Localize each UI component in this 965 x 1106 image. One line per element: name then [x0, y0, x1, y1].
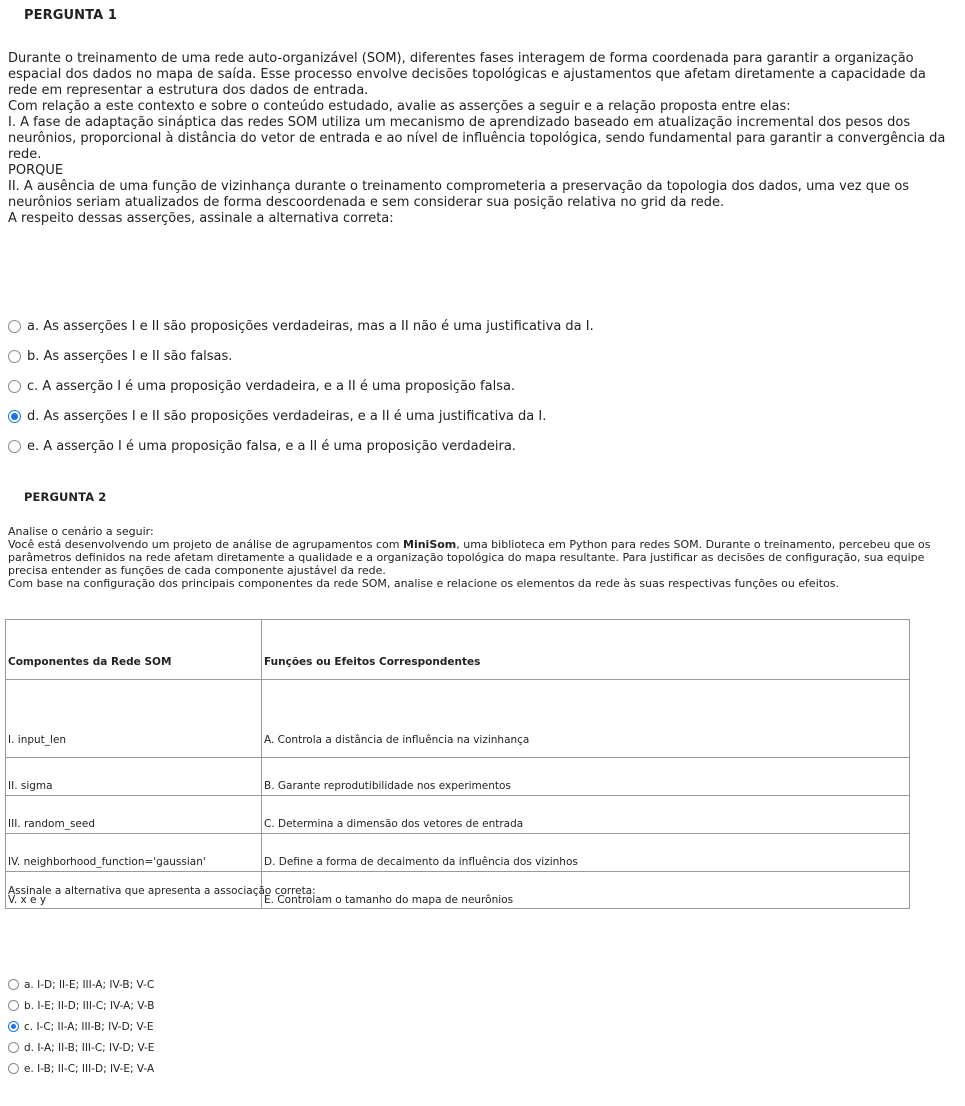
radio-unchecked-icon[interactable] — [8, 440, 21, 453]
table-cell-function: D. Define a forma de decaimento da influência dos vizinhos — [262, 834, 910, 872]
question-2-statement — [8, 525, 958, 590]
q2-option-a-label[interactable]: a. I-D; II-E; III-A; IV-B; V-C — [24, 978, 155, 991]
table-cell-function: B. Garante reprodutibilidade nos experimentos — [262, 758, 910, 796]
q1-option-d-label[interactable]: d. As asserções I e II são proposições verdadeiras, e a II é uma justificativa da I. — [27, 408, 547, 424]
q2-option-c-label[interactable]: c. I-C; II-A; III-B; IV-D; V-E — [24, 1020, 154, 1033]
table-cell-component: V. x e y — [6, 872, 262, 909]
table-header-row — [6, 620, 910, 680]
statement-question: A respeito dessas asserções, assinale a alternativa correta: — [8, 211, 394, 226]
assertion-ii: II. A ausência de uma função de vizinhança durante o treinamento comprometeria a preservação da topologia dos dados, uma vez que os neurônios seriam atualizados de forma descoordenada e sem considerar sua posição relativa no grid da rede. — [8, 179, 910, 210]
assertion-i: I. A fase de adaptação sináptica das redes SOM utiliza um mecanismo de aprendizado baseado em atualização incremental dos pesos dos neurônios, proporcional à distância do vetor de entrada e ao nível de influência topológica, sendo fundamental para garantir a convergência da rede. — [8, 115, 946, 162]
q2-option-a[interactable] — [8, 974, 154, 995]
question-2-instruction: Assinale a alternativa que apresenta a associação correta: — [8, 885, 316, 897]
statement-instruction: Com relação a este contexto e sobre o conteúdo estudado, avalie as asserções a seguir e a relação proposta entre elas: — [8, 99, 791, 114]
table-cell-component: II. sigma — [6, 758, 262, 796]
table-header-components: Componentes da Rede SOM — [6, 620, 262, 680]
q2-option-d-label[interactable]: d. I-A; II-B; III-C; IV-D; V-E — [24, 1041, 155, 1054]
statement-context: Durante o treinamento de uma rede auto-organizável (SOM), diferentes fases interagem de forma coordenada para garantir a organização espacial dos dados no mapa de saída. Esse processo envolve decisões topológicas e ajustamentos que afetam diretamente a capacidade da rede em representar a estrutura dos dados de entrada. — [8, 51, 926, 98]
question-1-title: PERGUNTA 1 — [24, 8, 118, 23]
q2-option-e[interactable] — [8, 1058, 154, 1079]
radio-unchecked-icon[interactable] — [8, 1000, 19, 1011]
porque-connector: PORQUE — [8, 163, 64, 178]
q1-option-a-label[interactable]: a. As asserções I e II são proposições verdadeiras, mas a II não é uma justificativa da I. — [27, 318, 594, 334]
table-row — [6, 680, 910, 758]
radio-unchecked-icon[interactable] — [8, 380, 21, 393]
radio-unchecked-icon[interactable] — [8, 1063, 19, 1074]
radio-unchecked-icon[interactable] — [8, 350, 21, 363]
table-cell-function: A. Controla a distância de influência na vizinhança — [262, 680, 910, 758]
q2-option-b[interactable] — [8, 995, 154, 1016]
table-row — [6, 834, 910, 872]
table-row — [6, 796, 910, 834]
q1-option-a[interactable] — [8, 311, 594, 341]
table-cell-component: I. input_len — [6, 680, 262, 758]
q2-option-e-label[interactable]: e. I-B; II-C; III-D; IV-E; V-A — [24, 1062, 155, 1075]
q1-option-e[interactable] — [8, 431, 594, 461]
q2-option-b-label[interactable]: b. I-E; II-D; III-C; IV-A; V-B — [24, 999, 155, 1012]
q1-option-d[interactable] — [8, 401, 594, 431]
q1-option-c-label[interactable]: c. A asserção I é uma proposição verdadeira, e a II é uma proposição falsa. — [27, 378, 516, 394]
scenario-instruction: Com base na configuração dos principais componentes da rede SOM, analise e relacione os elementos da rede às suas respectivas funções ou efeitos. — [8, 577, 840, 590]
scenario-intro: Analise o cenário a seguir: — [8, 525, 154, 538]
table-row — [6, 758, 910, 796]
question-1-options — [8, 311, 594, 461]
radio-unchecked-icon[interactable] — [8, 979, 19, 990]
radio-unchecked-icon[interactable] — [8, 320, 21, 333]
q1-option-b-label[interactable]: b. As asserções I e II são falsas. — [27, 348, 233, 364]
q1-option-e-label[interactable]: e. A asserção I é uma proposição falsa, e a II é uma proposição verdadeira. — [27, 438, 516, 454]
scenario-text-part: , uma biblioteca em Python para redes SOM. Durante o treinamento, percebeu que os parâmetros definidos na rede afetam diretamente a qualidade e a organização topológica do mapa resultante. Para justificar as decisões de configuração, sua equipe precisa entender as funções de cada componente ajustável da rede. — [8, 538, 931, 577]
table-cell-function: E. Controlam o tamanho do mapa de neurônios — [262, 872, 910, 909]
table-cell-component: III. random_seed — [6, 796, 262, 834]
table-cell-function: C. Determina a dimensão dos vetores de entrada — [262, 796, 910, 834]
table-cell-component: IV. neighborhood_function='gaussian' — [6, 834, 262, 872]
som-components-table — [5, 619, 910, 909]
q2-option-d[interactable] — [8, 1037, 154, 1058]
table-header-functions: Funções ou Efeitos Correspondentes — [262, 620, 910, 680]
scenario-text-part: Você está desenvolvendo um projeto de análise de agrupamentos com — [8, 538, 403, 551]
question-1-statement — [8, 51, 953, 227]
radio-unchecked-icon[interactable] — [8, 1042, 19, 1053]
question-2-title: PERGUNTA 2 — [24, 490, 107, 504]
minisom-library-name: MiniSom — [403, 538, 457, 551]
q2-option-c[interactable] — [8, 1016, 154, 1037]
q1-option-b[interactable] — [8, 341, 594, 371]
q1-option-c[interactable] — [8, 371, 594, 401]
radio-checked-icon[interactable] — [8, 1021, 19, 1032]
question-2-options — [8, 974, 154, 1079]
radio-checked-icon[interactable] — [8, 410, 21, 423]
scenario-text — [8, 538, 958, 577]
